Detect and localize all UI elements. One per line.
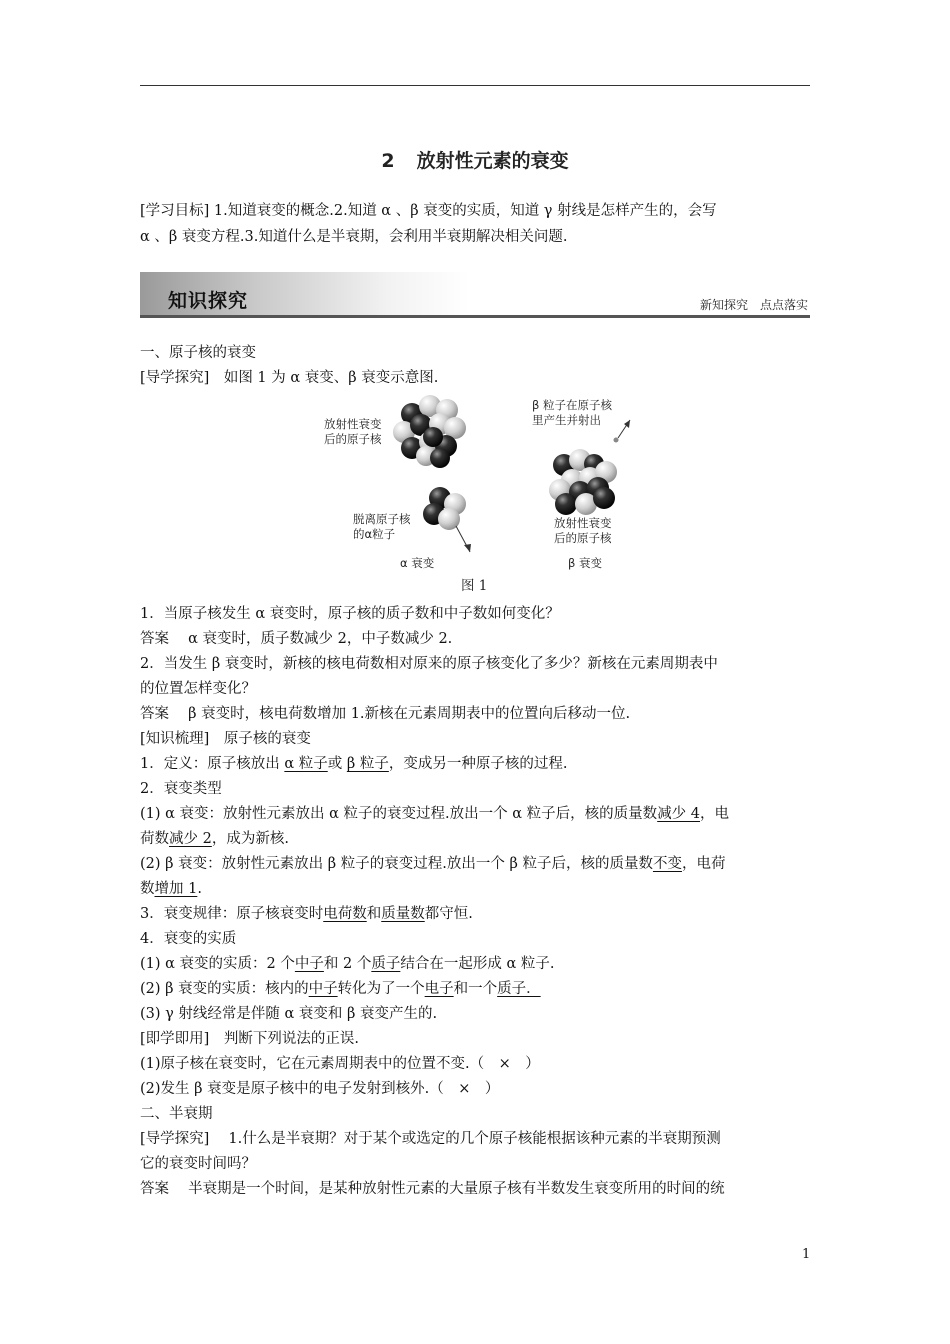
- alpha-particle: [423, 487, 466, 530]
- summary-essence: 4．衰变的实质: [140, 931, 237, 947]
- section1-intro: [导学探究] 如图 1 为 α 衰变、β 衰变示意图.: [140, 370, 439, 386]
- beta-after-label-1: 放射性衰变: [554, 516, 612, 530]
- summary-heading: [知识梳理] 原子核的衰变: [140, 731, 311, 747]
- summary-essence-beta: (2) β 衰变的实质：核内的中子转化为了一个电子和一个质子．: [140, 981, 541, 997]
- banner-subtitle-2: 点点落实: [759, 298, 808, 312]
- figure-caption: 图 1: [461, 578, 488, 594]
- beta-daughter-nucleus: [549, 449, 617, 515]
- practice-item-1: (1)原子核在衰变时，它在元素周期表中的位置不变.（ × ）: [140, 1056, 540, 1072]
- alpha-particle-label-1: 脱离原子核: [353, 512, 411, 526]
- alpha-particle-label-2: 的α粒子: [353, 527, 396, 541]
- banner-bar: [140, 315, 810, 318]
- header-rule: [140, 85, 810, 86]
- banner-label: 知识探究: [168, 290, 249, 312]
- summary-beta-type-cont: 数增加 1.: [140, 881, 202, 897]
- banner-subtitle: [700, 296, 808, 313]
- beta-particle-label: [532, 398, 612, 428]
- title-number: 2: [381, 150, 395, 172]
- alpha-after-label-2: 后的原子核: [324, 432, 382, 446]
- page-title: [0, 146, 950, 173]
- section2-question-line-1: [导学探究] 1.什么是半衰期？对于某个或选定的几个原子核能根据该种元素的半衰期预测: [140, 1131, 721, 1147]
- summary-essence-gamma: (3) γ 射线经常是伴随 α 衰变和 β 衰变产生的.: [140, 1006, 438, 1022]
- alpha-particle-label: [353, 512, 411, 542]
- q2-question-line-1: 2．当发生 β 衰变时，新核的核电荷数相对原来的原子核变化了多少？新核在元素周期表中: [140, 656, 718, 672]
- section-banner: [140, 272, 810, 318]
- alpha-daughter-nucleus: [393, 395, 466, 468]
- section2-answer: 答案 半衰期是一个时间，是某种放射性元素的大量原子核有半数发生衰变所用的时间的统: [140, 1181, 725, 1197]
- beta-after-label-2: 后的原子核: [554, 531, 612, 545]
- summary-rule: 3．衰变规律：原子核衰变时电荷数和质量数都守恒.: [140, 906, 473, 922]
- page-number: 1: [802, 1247, 811, 1262]
- alpha-after-label: [324, 417, 382, 447]
- q1-question: 1．当原子核发生 α 衰变时，原子核的质子数和中子数如何变化？: [140, 606, 560, 622]
- beta-caption: β 衰变: [568, 556, 602, 570]
- practice-item-2: (2)发生 β 衰变是原子核中的电子发射到核外.（ × ）: [140, 1081, 500, 1097]
- objectives-line-2: α 、β 衰变方程.3.知道什么是半衰期，会利用半衰期解决相关问题.: [140, 229, 568, 245]
- banner-subtitle-1: 新知探究: [699, 298, 748, 312]
- section2-heading: 二、半衰期: [140, 1106, 213, 1122]
- alpha-after-label-1: 放射性衰变: [324, 417, 382, 431]
- summary-types: 2．衰变类型: [140, 781, 222, 797]
- q2-question-line-2: 的位置怎样变化？: [140, 681, 256, 697]
- practice-heading: [即学即用] 判断下列说法的正误.: [140, 1031, 359, 1047]
- title-text: 放射性元素的衰变: [416, 150, 569, 172]
- summary-essence-alpha: (1) α 衰变的实质：2 个中子和 2 个质子结合在一起形成 α 粒子.: [140, 956, 555, 972]
- summary-beta-type: (2) β 衰变：放射性元素放出 β 粒子的衰变过程.放出一个 β 粒子后，核的质量数不变，电荷: [140, 856, 726, 872]
- summary-definition: 1．定义：原子核放出 α 粒子或 β 粒子，变成另一种原子核的过程.: [140, 756, 568, 772]
- summary-alpha-type-cont: 荷数减少 2，成为新核.: [140, 831, 289, 847]
- beta-particle-label-1: β 粒子在原子核: [532, 398, 612, 412]
- beta-particle-label-2: 里产生并射出: [532, 413, 601, 427]
- section1-heading: 一、原子核的衰变: [140, 345, 256, 361]
- objectives-line-1: [学习目标] 1.知道衰变的概念.2.知道 α 、β 衰变的实质，知道 γ 射线是怎样产生的，会写: [140, 203, 717, 219]
- alpha-caption: α 衰变: [400, 556, 435, 570]
- q2-answer: 答案 β 衰变时，核电荷数增加 1.新核在元素周期表中的位置向后移动一位.: [140, 706, 631, 722]
- summary-alpha-type: (1) α 衰变：放射性元素放出 α 粒子的衰变过程.放出一个 α 粒子后，核的质量数减少 4，电: [140, 806, 730, 822]
- q1-answer: 答案 α 衰变时，质子数减少 2，中子数减少 2.: [140, 631, 453, 647]
- section2-question-line-2: 它的衰变时间吗？: [140, 1156, 256, 1172]
- beta-after-label: [554, 516, 612, 546]
